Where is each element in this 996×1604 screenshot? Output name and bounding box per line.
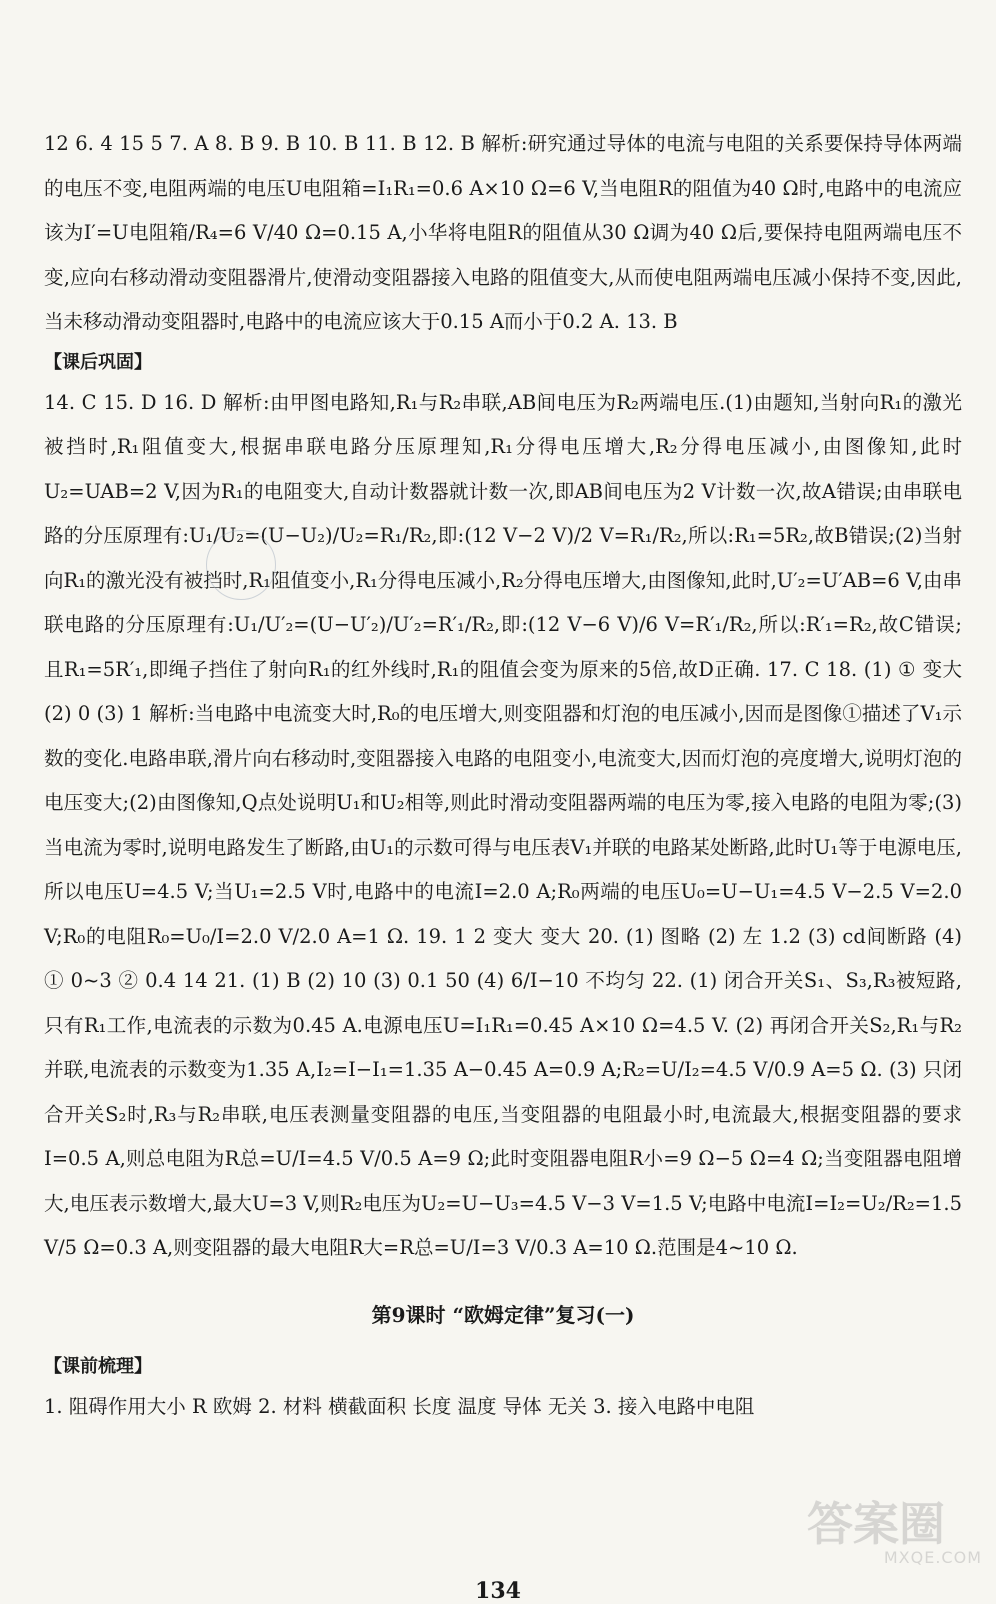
watermark-mark: 答案圈 [807, 1497, 945, 1551]
answers-part-2: 14. C 15. D 16. D 解析:由甲图电路知,R₁与R₂串联,AB间电压为R₂两端电压.(1)由题知,当射向R₁的激光被挡时,R₁阻值变大,根据串联电路分压原理知,R₁分得电压增大,R₂分得电压减小,由图像知,此时U₂=UAB=2 V,因为R₁的电阻变大,自动计数器就计数一次,即AB间电压为2 V计数一次,故A错误;由串联电路的分压原理有:U₁/U₂=(U−U₂)/U₂=R₁/R₂,即:(12 V−2 V)/2 V=R₁/R₂,所以:R₁=5R₂,故B错误;(2)当射向R₁的激光没有被挡时,R₁阻值变小,R₁分得电压减小,R₂分得电压增大,由图像知,此时,U′₂=U′AB=6 V,由串联电路的分压原理有:U₁/U′₂=(U−U′₂)/U′₂=R′₁/R₂,即:(12 V−6 V)/6 V=R′₁/R₂,所以:R′₁=R₂,故C错误;且R₁=5R′₁,即绳子挡住了射向R₁的红外线时,R₁的阻值会变为原来的5倍,故D正确. 17. C 18. (1) ① 变大 (2) 0 (3) 1 解析:当电路中电流变大时,R₀的电压增大,则变阻器和灯泡的电压减小,因而是图像①描述了V₁示数的变化.电路串联,滑片向右移动时,变阻器接入电路的电阻变小,电流变大,因而灯泡的亮度增大,说明灯泡的电压变大;(2)由图像知,Q点处说明U₁和U₂相等,则此时滑动变阻器两端的电压为零,接入电路的电阻为零;(3)当电流为零时,说明电路发生了断路,由U₁的示数可得与电压表V₁并联的电路某处断路,此时U₁等于电源电压,所以电压U=4.5 V;当U₁=2.5 V时,电路中的电流I=2.0 A;R₀两端的电压U₀=U−U₁=4.5 V−2.5 V=2.0 V;R₀的电阻R₀=U₀/I=2.0 V/2.0 A=1 Ω. 19. 1 2 变大 变大 20. (1) 图略 (2) 左 1.2 (3) cd间断路 (4) ① 0~3 ② 0.4 14 21. (1) B (2) 10 (3) 0.1 50 (4) 6/I−10 不均匀 22. (1) 闭合开关S₁、S₃,R₃被短路,只有R₁工作,电流表的示数为0.45 A.电源电压U=I₁R₁=0.45 A×10 Ω=4.5 V. (2) 再闭合开关S₂,R₁与R₂并联,电流表的示数变为1.35 A,I₂=I−I₁=1.35 A−0.45 A=0.9 A;R₂=U/I₂=4.5 V/0.9 A=5 Ω. (3) 只闭合开关S₂时,R₃与R₂串联,电压表测量变阻器的电压,当变阻器的电阻最小时,电流最大,根据变阻器的要求I=0.5 A,则总电阻为R总=U/I=4.5 V/0.5 A=9 Ω;此时变阻器电阻R小=9 Ω−5 Ω=4 Ω;当变阻器电阻增大,电压表示数增大,最大U=3 V,则R₂电压为U₂=U−U₃=4.5 V−3 V=1.5 V;电路中电流I=I₂=U₂/R₂=1.5 V/5 Ω=0.3 A,则变阻器的最大电阻R大=R总=U/I=3 V/0.3 A=10 Ω.范围是4~10 Ω. [44, 390, 962, 1259]
watermark-url: MXQE.COM [883, 1548, 982, 1567]
section-heading-after-class: 【课后巩固】 [44, 351, 152, 373]
answers-part-1: 12 6. 4 15 5 7. A 8. B 9. B 10. B 11. B 12. B 解析:研究通过导体的电流与电阻的关系要保持导体两端的电压不变,电阻两端的电压U电阻箱=I₁R₁=0.6 A×10 Ω=6 V,当电阻R的阻值为40 Ω时,电路中的电流应该为I′=U电阻箱/R₄=6 V/40 Ω=0.15 A,小华将电阻R的阻值从30 Ω调为40 Ω后,要保持电阻两端电压不变,应向右移动滑动变阻器滑片,使滑动变阻器接入电路的阻值变大,从而使电阻两端电压减小保持不变,因此,当未移动滑动变阻器时,电路中的电流应该大于0.15 A而小于0.2 A. 13. B [44, 132, 963, 333]
answers-part-3: 1. 阻碍作用大小 R 欧姆 2. 材料 横截面积 长度 温度 导体 无关 3. 接入电路中电阻 [44, 1394, 755, 1418]
answer-page [44, 122, 962, 1429]
page-number: 134 [475, 1578, 521, 1604]
watermark-logo [807, 1497, 982, 1570]
section-heading-pre-class: 【课前梳理】 [44, 1355, 152, 1377]
lesson-title: 第9课时 “欧姆定律”复习(一) [371, 1302, 635, 1327]
library-stamp-mark [206, 530, 276, 600]
